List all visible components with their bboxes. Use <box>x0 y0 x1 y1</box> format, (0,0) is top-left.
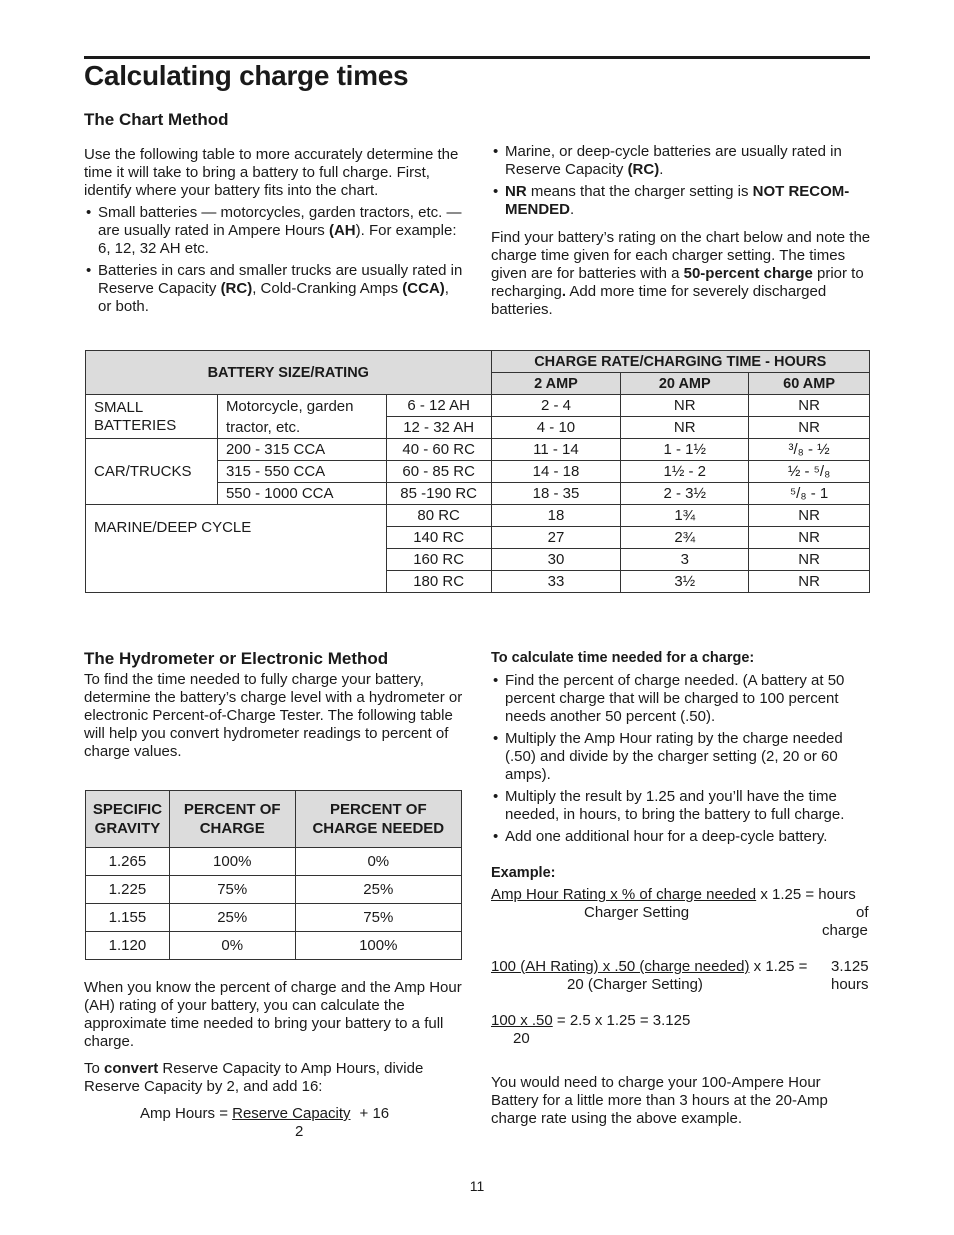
example-formula-1-denominator: Charger Setting <box>584 904 690 921</box>
table-cell: ³/₈ - ½ <box>749 439 870 461</box>
amp-hours-formula: Amp Hours = Reserve Capacity + 16 <box>140 1105 390 1122</box>
hydrometer-intro: To find the time needed to fully charge your battery, determine the battery’s charge level with a hydrometer or electronic Percent-of-Charge Tester. The following table will help you convert hydrometer readings to percent of charge values. <box>84 671 463 760</box>
2amp-header: 2 AMP <box>491 373 621 395</box>
small-batteries-desc: Motorcycle, garden tractor, etc. <box>217 395 386 439</box>
table-cell: NR <box>621 395 749 417</box>
table-cell: ⁵/₈ - 1 <box>749 483 870 505</box>
table-cell: 75% <box>169 876 295 904</box>
percent-charge-header: PERCENT OF CHARGE <box>169 791 295 848</box>
table-cell: 85 -190 RC <box>386 483 491 505</box>
example-formula-1: Amp Hour Rating x % of charge needed x 1.25 = hours <box>491 886 856 903</box>
example-formula-3: 100 x .50 = 2.5 x 1.25 = 3.125 <box>491 1012 691 1029</box>
specific-gravity-table <box>85 790 462 960</box>
small-batteries-label: SMALL BATTERIES <box>86 395 218 439</box>
table-cell: NR <box>749 395 870 417</box>
specific-gravity-header: SPECIFIC GRAVITY <box>86 791 170 848</box>
example-formula-2-denominator: 20 (Charger Setting) <box>567 976 703 993</box>
20amp-header: 20 AMP <box>621 373 749 395</box>
list-item: • NR means that the charger setting is NOT RECOMMENDED. <box>491 183 871 219</box>
title-rule <box>84 56 870 59</box>
battery-type-list <box>84 204 466 316</box>
marine-label: MARINE/DEEP CYCLE <box>86 505 387 593</box>
table-row <box>86 876 462 904</box>
list-item: • Multiply the Amp Hour rating by the charge needed (.50) and divide by the charger setting (2, 20 or 60 amps). <box>491 730 871 784</box>
battery-size-header: BATTERY SIZE/RATING <box>86 351 492 395</box>
table-row <box>86 932 462 960</box>
chart-method-heading: The Chart Method <box>84 110 229 129</box>
list-item: • Marine, or deep-cycle batteries are usually rated in Reserve Capacity (RC). <box>491 143 871 179</box>
table-cell: 14 - 18 <box>491 461 621 483</box>
example-formula-2-unit: hours <box>831 976 869 993</box>
table-cell: 4 - 10 <box>491 417 621 439</box>
table-cell: 2 - 3½ <box>621 483 749 505</box>
rating-notes-list <box>491 143 871 219</box>
table-cell: 80 RC <box>386 505 491 527</box>
table-row <box>86 505 870 527</box>
chart-method-right-column <box>491 143 871 319</box>
table-cell: 1.265 <box>86 848 170 876</box>
convert-text: To convert Reserve Capacity to Amp Hours, divide Reserve Capacity by 2, and add 16: <box>84 1060 424 1095</box>
car-trucks-label: CAR/TRUCKS <box>86 439 218 505</box>
example-formula-1-of: of <box>856 904 869 921</box>
chart-method-intro: Use the following table to more accurately determine the time it will take to bring a battery to full charge. First, identify where your battery fits into the chart. <box>84 146 459 199</box>
table-cell: 3½ <box>621 571 749 593</box>
example-formula-1-charge: charge <box>822 922 868 939</box>
table-cell: NR <box>749 527 870 549</box>
chart-method-left-column <box>84 146 466 316</box>
charge-rate-header: CHARGE RATE/CHARGING TIME - HOURS <box>491 351 869 373</box>
table-cell: 27 <box>491 527 621 549</box>
calc-column <box>491 649 871 846</box>
table-cell: 1¾ <box>621 505 749 527</box>
find-rating-text: Find your battery’s rating on the chart below and note the charge time given for each charger setting. The times given are for batteries with a 50-percent charge prior to recharging. Add more time for severely discharged batteries. <box>491 229 871 318</box>
table-cell: 1.120 <box>86 932 170 960</box>
table-cell: 40 - 60 RC <box>386 439 491 461</box>
percent-needed-header: PERCENT OF CHARGE NEEDED <box>295 791 461 848</box>
example-formula-3-denominator: 20 <box>513 1030 530 1047</box>
table-cell: 180 RC <box>386 571 491 593</box>
table-cell: 1 - 1½ <box>621 439 749 461</box>
calc-heading: To calculate time needed for a charge: <box>491 650 755 666</box>
page-number: 11 <box>469 1178 485 1194</box>
table-cell: 30 <box>491 549 621 571</box>
charge-time-table <box>85 350 870 593</box>
table-cell: NR <box>749 549 870 571</box>
hydrometer-heading: The Hydrometer or Electronic Method <box>84 649 389 668</box>
table-cell: 1.225 <box>86 876 170 904</box>
conclusion-text: You would need to charge your 100-Ampere Hour Battery for a little more than 3 hours at the 20-Amp charge rate using the above example. <box>491 1074 828 1127</box>
table-row <box>86 395 870 417</box>
table-cell: 18 <box>491 505 621 527</box>
60amp-header: 60 AMP <box>749 373 870 395</box>
amp-hours-formula-denominator: 2 <box>295 1123 304 1140</box>
list-item: • Small batteries — motorcycles, garden tractors, etc. — are usually rated in Ampere Hours (AH). For example: 6, 12, 32 AH etc. <box>84 204 466 258</box>
table-cell: 315 - 550 CCA <box>217 461 386 483</box>
table-cell: 25% <box>295 876 461 904</box>
table-cell: 0% <box>169 932 295 960</box>
table-cell: 75% <box>295 904 461 932</box>
table-cell: 100% <box>169 848 295 876</box>
example-formula-2: 100 (AH Rating) x .50 (charge needed) x 1.25 = <box>491 958 808 975</box>
list-item: • Add one additional hour for a deep-cycle battery. <box>491 828 871 846</box>
table-cell: NR <box>749 571 870 593</box>
table-cell: NR <box>749 417 870 439</box>
list-item: • Find the percent of charge needed. (A battery at 50 percent charge that will be charged to 100 percent needs another 50 percent (.50). <box>491 672 871 726</box>
list-item: • Batteries in cars and smaller trucks are usually rated in Reserve Capacity (RC), Cold-Cranking Amps (CCA), or both. <box>84 262 466 316</box>
table-cell: 0% <box>295 848 461 876</box>
table-cell: 12 - 32 AH <box>386 417 491 439</box>
table-cell: NR <box>749 505 870 527</box>
table-cell: 1.155 <box>86 904 170 932</box>
page-title: Calculating charge times <box>84 60 409 91</box>
list-item: • Multiply the result by 1.25 and you’ll have the time needed, in hours, to bring the battery to full charge. <box>491 788 871 824</box>
table-cell: 100% <box>295 932 461 960</box>
table-row <box>86 904 462 932</box>
table-cell: 33 <box>491 571 621 593</box>
table-row <box>86 439 870 461</box>
calc-steps-list <box>491 672 871 846</box>
table-cell: 550 - 1000 CCA <box>217 483 386 505</box>
table-cell: NR <box>621 417 749 439</box>
after-table-text: When you know the percent of charge and the Amp Hour (AH) rating of your battery, you can calculate the approximate time needed to bring your battery to a full charge. <box>84 979 462 1050</box>
table-cell: 18 - 35 <box>491 483 621 505</box>
table-cell: 200 - 315 CCA <box>217 439 386 461</box>
table-row <box>86 848 462 876</box>
table-cell: 1½ - 2 <box>621 461 749 483</box>
table-cell: 25% <box>169 904 295 932</box>
table-cell: 2¾ <box>621 527 749 549</box>
table-cell: 3 <box>621 549 749 571</box>
table-cell: 11 - 14 <box>491 439 621 461</box>
table-cell: 140 RC <box>386 527 491 549</box>
table-cell: 6 - 12 AH <box>386 395 491 417</box>
table-cell: ½ - ⁵/₈ <box>749 461 870 483</box>
table-cell: 2 - 4 <box>491 395 621 417</box>
table-cell: 160 RC <box>386 549 491 571</box>
example-formula-2-value: 3.125 <box>831 958 869 975</box>
table-cell: 60 - 85 RC <box>386 461 491 483</box>
example-label: Example: <box>491 865 556 881</box>
